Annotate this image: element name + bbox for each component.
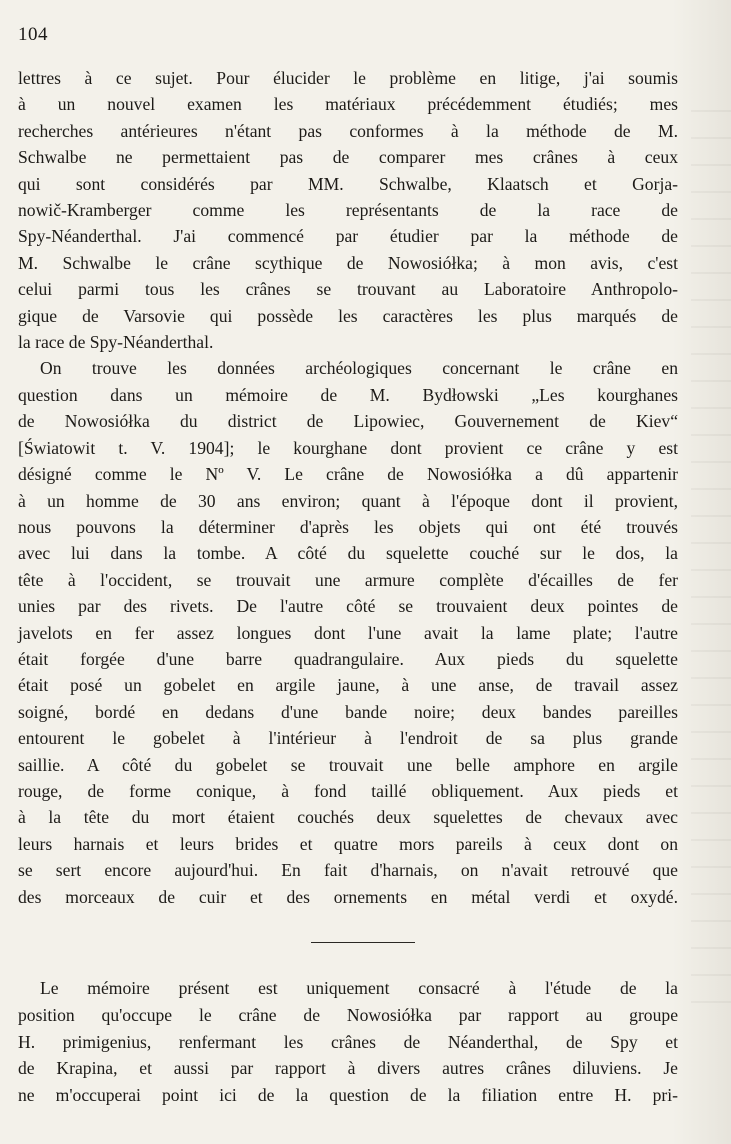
text-line: avec lui dans la tombe. A côté du squelette couché sur le dos, la — [18, 543, 678, 564]
text-line: gique de Varsovie qui possède les caractères les plus marqués de — [18, 305, 678, 326]
text-line: à un homme de 30 ans environ; quant à l'époque dont il provient, — [18, 490, 678, 511]
text-line: saillie. A côté du gobelet se trouvait une belle amphore en argile — [18, 754, 678, 775]
text-line: celui parmi tous les crânes se trouvant au Laboratoire Anthropolo- — [18, 279, 678, 300]
text-line: M. Schwalbe le crâne scythique de Nowosiółka; à mon avis, c'est — [18, 252, 678, 273]
text-line: soigné, bordé en dedans d'une bande noire; deux bandes pareilles — [18, 701, 678, 722]
section-divider — [311, 942, 415, 943]
text-line: nowič-Kramberger comme les représentants de la race de — [18, 200, 678, 221]
text-line: entourent le gobelet à l'intérieur à l'endroit de sa plus grande — [18, 728, 678, 749]
text-line: de Nowosiółka du district de Lipowiec, Gouvernement de Kiev“ — [18, 411, 678, 432]
text-line: à un nouvel examen les matériaux précédemment étudiés; mes — [18, 94, 678, 115]
main-text-block — [18, 65, 678, 910]
text-line: [Światowit t. V. 1904]; le kourghane dont provient ce crâne y est — [18, 437, 678, 458]
text-line: lettres à ce sujet. Pour élucider le problème en litige, j'ai soumis — [18, 68, 678, 88]
text-line: de Krapina, et aussi par rapport à divers autres crânes diluviens. Je — [18, 1058, 678, 1079]
text-line: nous pouvons la déterminer d'après les objets qui ont été trouvés — [18, 516, 678, 537]
text-line: unies par des rivets. De l'autre côté se trouvaient deux pointes de — [18, 596, 678, 617]
paragraph-3 — [18, 975, 678, 1109]
text-line: qui sont considérés par MM. Schwalbe, Klaatsch et Gorja- — [18, 173, 678, 194]
text-line: désigné comme le Nº V. Le crâne de Nowosiółka a dû appartenir — [18, 464, 678, 485]
text-line: Spy-Néanderthal. J'ai commencé par étudier par la méthode de — [18, 226, 678, 247]
text-line: position qu'occupe le crâne de Nowosiółka par rapport au groupe — [18, 1004, 678, 1025]
text-line: question dans un mémoire de M. Bydłowski „Les kourghanes — [18, 384, 678, 405]
text-line: la race de Spy-Néanderthal. — [18, 332, 214, 353]
text-line: On trouve les données archéologiques concernant le crâne en — [40, 358, 678, 379]
text-line: des morceaux de cuir et des ornements en métal verdi et oxydé. — [18, 886, 678, 907]
text-line: recherches antérieures n'étant pas conformes à la méthode de M. — [18, 120, 678, 141]
second-text-block — [18, 975, 678, 1109]
text-line: leurs harnais et leurs brides et quatre mors pareils à ceux dont on — [18, 833, 678, 854]
page-number: 104 — [18, 24, 48, 45]
text-line: se sert encore aujourd'hui. En fait d'harnais, on n'avait retrouvé que — [18, 860, 678, 881]
bleed-through-shadow — [691, 110, 731, 1010]
text-line: tête à l'occident, se trouvait une armure complète d'écailles de fer — [18, 569, 678, 590]
text-line: javelots en fer assez longues dont l'une avait la lame plate; l'autre — [18, 622, 678, 643]
paragraph-2 — [18, 355, 678, 910]
paragraph-1 — [18, 65, 678, 355]
text-line: rouge, de forme conique, à fond taillé obliquement. Aux pieds et — [18, 780, 678, 801]
text-line: à la tête du mort étaient couchés deux squelettes de chevaux avec — [18, 807, 678, 828]
text-line: Schwalbe ne permettaient pas de comparer mes crânes à ceux — [18, 147, 678, 168]
text-line: était forgée d'une barre quadrangulaire. Aux pieds du squelette — [18, 648, 678, 669]
text-line: ne m'occuperai point ici de la question de la filiation entre H. pri- — [18, 1085, 678, 1106]
text-line: était posé un gobelet en argile jaune, à une anse, de travail assez — [18, 675, 678, 696]
text-line: Le mémoire présent est uniquement consacré à l'étude de la — [40, 978, 678, 998]
text-line: H. primigenius, renfermant les crânes de Néanderthal, de Spy et — [18, 1031, 678, 1052]
